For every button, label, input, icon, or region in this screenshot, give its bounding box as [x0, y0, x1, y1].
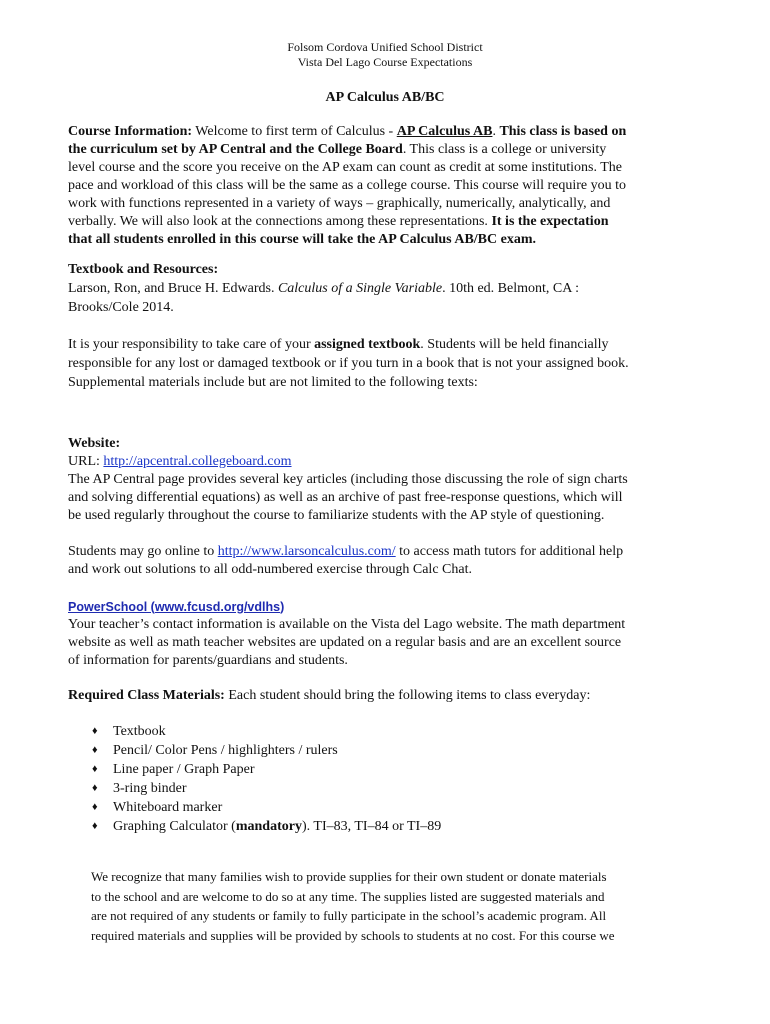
supplies-section — [91, 867, 691, 945]
website-heading: Website: — [68, 436, 121, 451]
document-header — [0, 40, 770, 70]
book-title: Calculus of a Single Variable — [277, 281, 443, 296]
textbook-heading: Textbook and Resources: — [68, 262, 219, 277]
course-info-bold: This class is based on — [499, 124, 627, 139]
list-item — [68, 722, 688, 741]
powerschool-close-paren: ) — [280, 600, 285, 614]
material-item: Whiteboard marker — [113, 800, 223, 815]
textbook-section — [68, 261, 688, 317]
responsibility-text: responsible for any lost or damaged textbook or if you turn in a book that is not your assigned book. — [68, 356, 629, 371]
course-info-text: work with functions represented in a variety of ways – graphically, numerically, analytically, and — [68, 196, 611, 211]
material-item: Line paper / Graph Paper — [113, 762, 255, 777]
materials-intro — [68, 687, 688, 705]
course-info-text: level course and the score you receive on the AP exam can count as credit at some institutions. The — [68, 160, 622, 175]
responsibility-text: It is your responsibility to take care of your — [68, 337, 315, 352]
list-item — [68, 817, 688, 836]
materials-intro-text: Each student should bring the following items to class everyday: — [224, 688, 591, 703]
diamond-bullet-icon: ♦ — [92, 725, 98, 737]
online-text: Students may go online to — [68, 544, 218, 559]
website-text: be used regularly throughout the course to familiarize students with the AP style of questioning. — [68, 508, 605, 523]
larson-calculus-link[interactable]: http://www.larsoncalculus.com/ — [217, 544, 396, 559]
material-item: ). TI–83, TI–84 or TI–89 — [301, 819, 442, 834]
mandatory-bold: mandatory — [235, 819, 302, 834]
responsibility-text: Supplemental materials include but are not limited to the following texts: — [68, 375, 478, 390]
header-subtitle: Vista Del Lago Course Expectations — [297, 55, 473, 69]
list-item — [68, 741, 688, 760]
diamond-bullet-icon: ♦ — [92, 744, 98, 756]
website-section — [68, 435, 688, 525]
responsibility-text: . Students will be held financially — [420, 337, 609, 352]
online-tutor-section — [68, 543, 688, 579]
citation-text: Larson, Ron, and Bruce H. Edwards. — [68, 281, 278, 296]
supplies-text: We recognize that many families wish to provide supplies for their own student or donate materials — [91, 869, 607, 884]
powerschool-text: website as well as math teacher websites are updated on a regular basis and are an excellent source — [68, 635, 622, 650]
citation-text: Brooks/Cole 2014. — [68, 300, 174, 315]
url-label: URL: — [68, 454, 104, 469]
supplies-text: are not required of any students or family to fully participate in the school’s academic program. All — [91, 908, 607, 923]
course-info-bold: It is the expectation — [491, 214, 609, 229]
citation-text: . 10th ed. Belmont, CA : — [442, 281, 579, 296]
course-info-bold: that all students enrolled in this course will take the AP Calculus AB/BC exam. — [68, 232, 536, 247]
course-info-text: pace and workload of this class will be the same as a college course. This course will require you to — [68, 178, 627, 193]
online-text: to access math tutors for additional help — [395, 544, 624, 559]
material-item: Graphing Calculator ( — [113, 819, 236, 834]
diamond-bullet-icon: ♦ — [92, 801, 98, 813]
supplies-text: required materials and supplies will be provided by schools to students at no cost. For this course we — [91, 927, 615, 943]
website-text: The AP Central page provides several key articles (including those discussing the role of sign charts — [68, 472, 628, 487]
diamond-bullet-icon: ♦ — [92, 782, 98, 794]
supplies-text: to the school and are welcome to do so at any time. The supplies listed are suggested materials and — [91, 888, 605, 904]
materials-label: Required Class Materials: — [68, 688, 225, 703]
powerschool-label: PowerSchool ( — [68, 600, 155, 614]
fcusd-link[interactable]: www.fcusd.org/vdlhs — [154, 600, 281, 614]
powerschool-section — [68, 598, 688, 670]
online-text: and work out solutions to all odd-numbered exercise through Calc Chat. — [68, 562, 472, 577]
responsibility-section — [68, 335, 688, 392]
list-item — [68, 760, 688, 779]
course-info-text: . — [492, 124, 500, 139]
ap-calculus-ab-link: AP Calculus AB — [396, 124, 493, 139]
diamond-bullet-icon: ♦ — [92, 820, 98, 832]
material-item: 3-ring binder — [113, 781, 187, 796]
material-item: Pencil/ Color Pens / highlighters / rulers — [113, 743, 338, 758]
course-info-label: Course Information: — [68, 124, 193, 139]
diamond-bullet-icon: ♦ — [92, 763, 98, 775]
powerschool-text: of information for parents/guardians and students. — [68, 653, 348, 668]
apcentral-link[interactable]: http://apcentral.collegeboard.com — [103, 454, 292, 469]
materials-list — [68, 722, 688, 836]
page-title: AP Calculus AB/BC — [325, 90, 445, 105]
list-item — [68, 798, 688, 817]
assigned-textbook-bold: assigned textbook — [314, 337, 421, 352]
website-text: and solving differential equations) as well as an archive of past free-response questions, which will — [68, 490, 623, 505]
district-name: Folsom Cordova Unified School District — [287, 40, 483, 54]
list-item — [68, 779, 688, 798]
course-info-text: verbally. We will also look at the connections among these representations. — [68, 214, 492, 229]
material-item: Textbook — [113, 724, 166, 739]
powerschool-text: Your teacher’s contact information is available on the Vista del Lago website. The math department — [68, 617, 626, 632]
course-info-text: . This class is a college or university — [402, 142, 607, 157]
course-info-bold: the curriculum set by AP Central and the College Board — [68, 142, 403, 157]
course-info-text: Welcome to first term of Calculus - — [192, 124, 397, 139]
course-information-section — [68, 123, 688, 249]
